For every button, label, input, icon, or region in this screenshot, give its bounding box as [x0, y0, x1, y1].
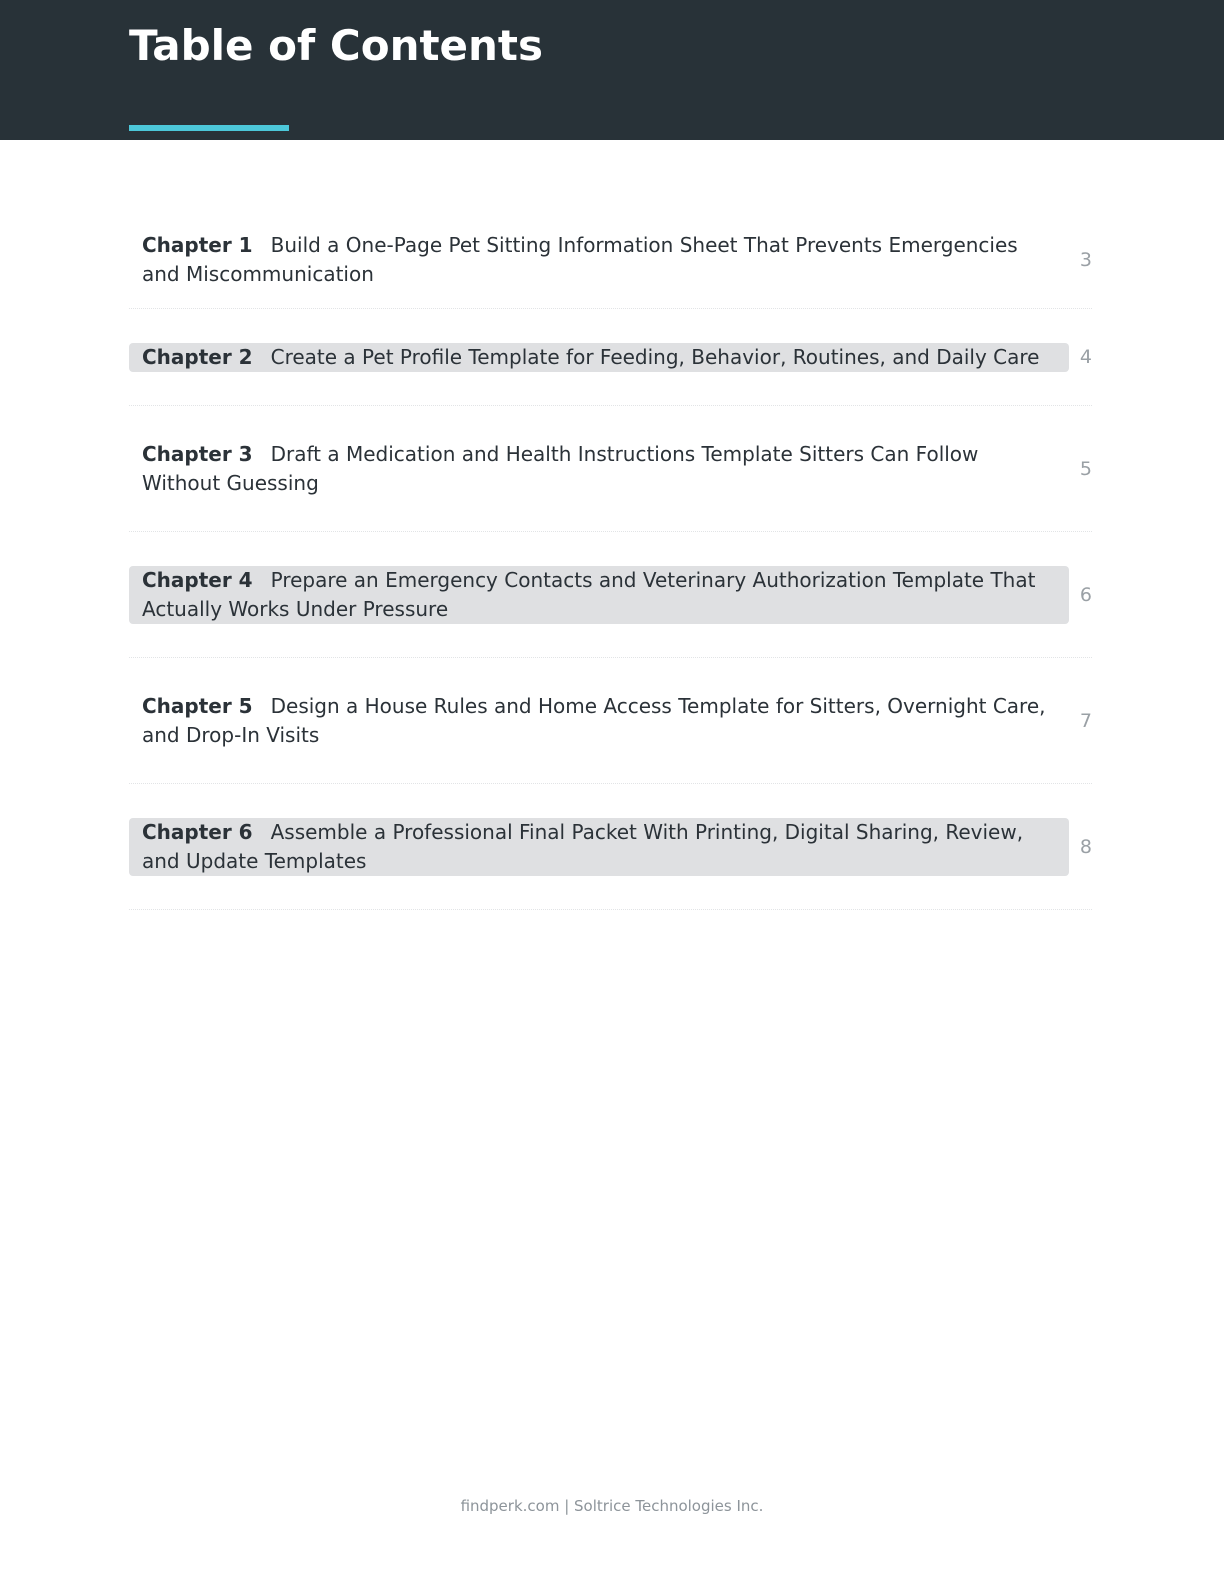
toc-entry-text — [129, 343, 1069, 372]
chapter-label: Chapter 2 — [142, 344, 253, 369]
chapter-label: Chapter 6 — [142, 819, 253, 844]
page-number: 5 — [1079, 457, 1092, 480]
chapter-label: Chapter 1 — [142, 233, 253, 257]
footer-text: findperk.com | Soltrice Technologies Inc. — [460, 1497, 764, 1515]
page-number: 8 — [1079, 835, 1092, 858]
title-accent-bar — [129, 125, 289, 131]
toc-entry-chapter-5[interactable] — [129, 658, 1092, 784]
chapter-title: Draft a Medication and Health Instructions Template Sitters Can Follow Without Guessing — [142, 441, 979, 495]
toc-entry-chapter-3[interactable] — [129, 406, 1092, 532]
page-number: 4 — [1079, 346, 1092, 368]
toc-entry-text — [129, 818, 1069, 876]
chapter-title: Design a House Rules and Home Access Template for Sitters, Overnight Care, and Drop-In Visits — [142, 693, 1046, 747]
chapter-title: Prepare an Emergency Contacts and Veterinary Authorization Template That Actually Works Under Pressure — [142, 567, 1036, 621]
chapter-label: Chapter 4 — [142, 567, 253, 592]
toc-entry-text — [129, 440, 1069, 498]
page-number: 7 — [1079, 709, 1092, 732]
chapter-title: Assemble a Professional Final Packet With Printing, Digital Sharing, Review, and Update Templates — [142, 819, 1024, 873]
toc-entry-text — [129, 692, 1069, 750]
page-number: 6 — [1079, 583, 1092, 606]
toc-entry-text — [129, 566, 1069, 624]
toc-entry-chapter-2[interactable] — [129, 309, 1092, 406]
chapter-label: Chapter 5 — [142, 693, 253, 718]
toc-entry-chapter-1[interactable] — [129, 212, 1092, 309]
toc-entry-chapter-4[interactable] — [129, 532, 1092, 658]
chapter-title: Create a Pet Profile Template for Feeding, Behavior, Routines, and Daily Care — [270, 344, 1040, 369]
chapter-label: Chapter 3 — [142, 441, 253, 466]
toc-entry-chapter-6[interactable] — [129, 784, 1092, 910]
table-of-contents — [129, 212, 1092, 910]
chapter-title: Build a One-Page Pet Sitting Information Sheet That Prevents Emergencies and Miscommunication — [142, 233, 1018, 286]
header-banner — [0, 0, 1224, 140]
toc-entry-text — [129, 231, 1069, 289]
page-number: 3 — [1079, 249, 1092, 271]
page-title: Table of Contents — [129, 21, 544, 70]
